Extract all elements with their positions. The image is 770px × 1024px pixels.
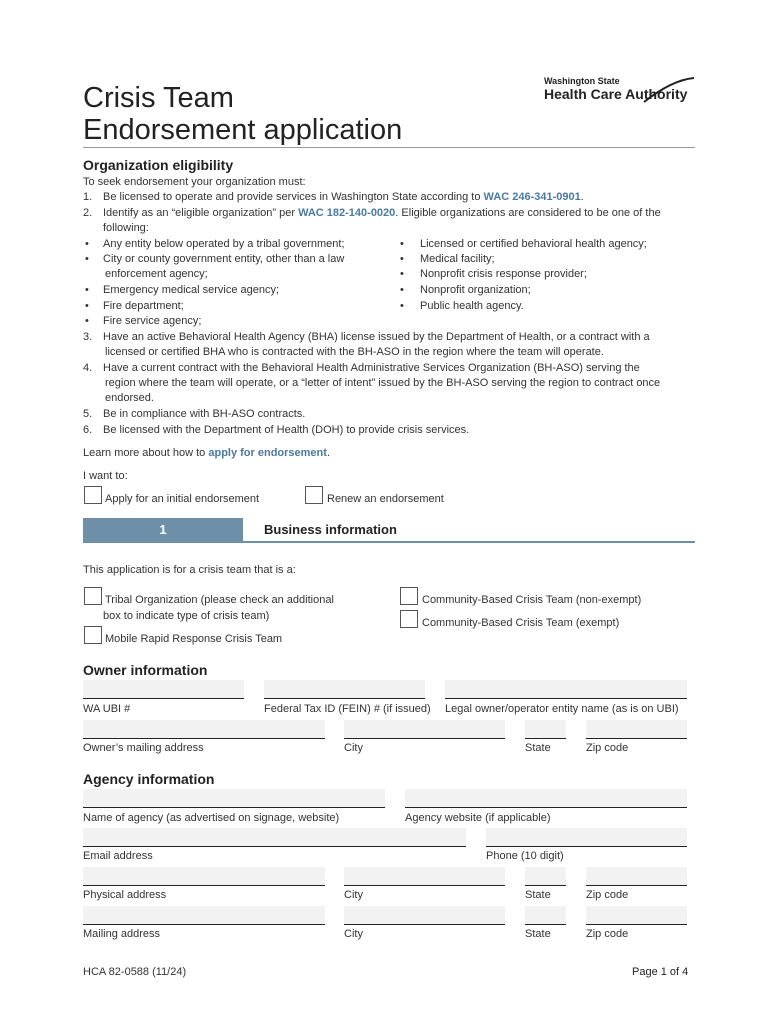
eligibility-number-4: 4. <box>83 362 93 374</box>
eligibility-number-1: 1. <box>83 191 93 203</box>
owner-city-label: City <box>344 742 363 754</box>
owner-zip-label: Zip code <box>586 742 629 754</box>
eligibility-item-3-l1: Have an active Behavioral Health Agency (BHA) license issued by the Department of Health, or a contract with a <box>103 331 650 343</box>
bullet-dot: • <box>400 268 404 280</box>
mobile-rapid-label: Mobile Rapid Response Crisis Team <box>105 633 283 645</box>
mailing-zip-field[interactable] <box>586 906 687 925</box>
eligibility-number-2: 2. <box>83 207 93 219</box>
fein-label: Federal Tax ID (FEIN) # (if issued) <box>264 703 431 715</box>
physical-city-label: City <box>344 889 363 901</box>
bullet-right-5: Public health agency. <box>420 300 524 312</box>
bullet-right-1: Licensed or certified behavioral health agency; <box>420 238 647 250</box>
owner-zip-field[interactable] <box>586 720 687 739</box>
item-1-end: . <box>580 191 584 203</box>
agency-name-label: Name of agency (as advertised on signage, website) <box>83 812 340 824</box>
eligibility-item-4-l2: region where the team will operate, or a “letter of intent” issued by the BH-ASO serving the region to contract once <box>105 377 661 389</box>
eligibility-number-6: 6. <box>83 424 93 436</box>
cbct-nonexempt-checkbox[interactable] <box>400 587 418 605</box>
bullet-left-2-cont: enforcement agency; <box>105 268 208 280</box>
bullet-dot: • <box>400 300 404 312</box>
mailing-zip-label: Zip code <box>586 928 629 940</box>
owner-city-field[interactable] <box>344 720 505 739</box>
legal-name-label: Legal owner/operator entity name (as is on UBI) <box>445 703 679 715</box>
physical-address-label: Physical address <box>83 889 167 901</box>
bullet-dot: • <box>400 238 404 250</box>
bullet-dot: • <box>85 284 89 296</box>
eligibility-heading: Organization eligibility <box>83 157 234 173</box>
bullet-left-4: Fire department; <box>103 300 184 312</box>
phone-label: Phone (10 digit) <box>486 850 564 862</box>
physical-state-label: State <box>525 889 551 901</box>
learn-more-text: Learn more about how to <box>83 447 209 459</box>
item-2-text: Identify as an “eligible organization” per <box>103 207 299 219</box>
bullet-left-2: City or county government entity, other than a law <box>103 253 345 265</box>
logo-swoosh-icon <box>642 76 696 106</box>
bullet-dot: • <box>400 253 404 265</box>
section-title: Business information <box>264 522 397 537</box>
bullet-dot: • <box>85 253 89 265</box>
agency-heading: Agency information <box>83 771 215 787</box>
bullet-right-2: Medical facility; <box>420 253 495 265</box>
title-line-1: Crisis Team <box>83 82 234 114</box>
hca-logo <box>544 76 696 108</box>
bullet-right-3: Nonprofit crisis response provider; <box>420 268 587 280</box>
eligibility-item-4-l1: Have a current contract with the Behavioral Health Administrative Services Organization (BH-ASO) serving the <box>103 362 640 374</box>
physical-address-field[interactable] <box>83 867 325 886</box>
learn-more <box>83 447 330 459</box>
section-number-badge: 1 <box>83 518 243 542</box>
logo-line-1: Washington State <box>544 76 620 86</box>
bullet-dot: • <box>85 300 89 312</box>
mailing-address-label: Mailing address <box>83 928 161 940</box>
mailing-city-field[interactable] <box>344 906 505 925</box>
cbct-exempt-label: Community-Based Crisis Team (exempt) <box>422 617 620 629</box>
tribal-organization-label-l1: Tribal Organization (please check an additional <box>105 594 334 606</box>
tribal-organization-label-l2: box to indicate type of crisis team) <box>103 610 270 622</box>
owner-state-field[interactable] <box>525 720 566 739</box>
mailing-state-label: State <box>525 928 551 940</box>
eligibility-item-4-l3: endorsed. <box>105 392 154 404</box>
eligibility-number-5: 5. <box>83 408 93 420</box>
physical-city-field[interactable] <box>344 867 505 886</box>
title-line-2: Endorsement application <box>83 114 403 146</box>
email-field[interactable] <box>83 828 466 847</box>
eligibility-item-6: Be licensed with the Department of Health (DOH) to provide crisis services. <box>103 424 470 436</box>
email-label: Email address <box>83 850 153 862</box>
learn-more-end: . <box>326 447 330 459</box>
fein-field[interactable] <box>264 680 425 699</box>
agency-website-label: Agency website (if applicable) <box>405 812 551 824</box>
physical-zip-label: Zip code <box>586 889 629 901</box>
wac-246-link[interactable]: WAC 246-341-0901 <box>483 191 581 203</box>
mailing-address-field[interactable] <box>83 906 325 925</box>
eligibility-item-3-l2: licensed or certified BHA who is contracted with the BH-ASO in the region where the team will operate. <box>105 346 604 358</box>
physical-zip-field[interactable] <box>586 867 687 886</box>
legal-name-field[interactable] <box>445 680 687 699</box>
intent-label: I want to: <box>83 470 128 482</box>
item-1-text: Be licensed to operate and provide services in Washington State according to <box>103 191 484 203</box>
wac-182-link[interactable]: WAC 182-140-0020 <box>298 207 396 219</box>
mobile-rapid-checkbox[interactable] <box>84 626 102 644</box>
mailing-city-label: City <box>344 928 363 940</box>
bullet-dot: • <box>85 315 89 327</box>
eligibility-intro: To seek endorsement your organization must: <box>83 176 306 188</box>
agency-name-field[interactable] <box>83 789 385 808</box>
bullet-left-3: Emergency medical service agency; <box>103 284 280 296</box>
item-2-end: . Eligible organizations are considered to be one of the <box>395 207 661 219</box>
initial-endorsement-checkbox[interactable] <box>84 486 102 504</box>
wa-ubi-field[interactable] <box>83 680 244 699</box>
eligibility-item-1 <box>103 191 584 203</box>
bullet-dot: • <box>400 284 404 296</box>
eligibility-item-5: Be in compliance with BH-ASO contracts. <box>103 408 306 420</box>
header-divider <box>83 147 695 148</box>
logo-line-2: Health Care Authority <box>544 86 688 102</box>
physical-state-field[interactable] <box>525 867 566 886</box>
page-title <box>83 82 402 146</box>
bullet-right-4: Nonprofit organization; <box>420 284 531 296</box>
phone-field[interactable] <box>486 828 687 847</box>
eligibility-number-3: 3. <box>83 331 93 343</box>
mailing-state-field[interactable] <box>525 906 566 925</box>
page-number: Page 1 of 4 <box>632 966 689 978</box>
section-divider <box>83 541 695 543</box>
owner-state-label: State <box>525 742 551 754</box>
bullet-left-5: Fire service agency; <box>103 315 202 327</box>
cbct-exempt-checkbox[interactable] <box>400 610 418 628</box>
form-id: HCA 82-0588 (11/24) <box>83 966 187 978</box>
team-type-prompt: This application is for a crisis team that is a: <box>83 564 296 576</box>
bullet-dot: • <box>85 238 89 250</box>
cbct-nonexempt-label: Community-Based Crisis Team (non-exempt) <box>422 594 642 606</box>
bullet-left-1: Any entity below operated by a tribal government; <box>103 238 345 250</box>
apply-endorsement-link[interactable]: apply for endorsement <box>208 447 327 459</box>
owner-mailing-address-field[interactable] <box>83 720 325 739</box>
owner-mailing-address-label: Owner’s mailing address <box>83 742 204 754</box>
agency-website-field[interactable] <box>405 789 687 808</box>
owner-heading: Owner information <box>83 662 208 678</box>
tribal-organization-checkbox[interactable] <box>84 587 102 605</box>
renew-endorsement-label: Renew an endorsement <box>327 493 444 505</box>
renew-endorsement-checkbox[interactable] <box>305 486 323 504</box>
initial-endorsement-label: Apply for an initial endorsement <box>105 493 260 505</box>
eligibility-item-2-cont: following: <box>103 222 149 234</box>
wa-ubi-label: WA UBI # <box>83 703 131 715</box>
eligibility-item-2 <box>103 207 661 219</box>
